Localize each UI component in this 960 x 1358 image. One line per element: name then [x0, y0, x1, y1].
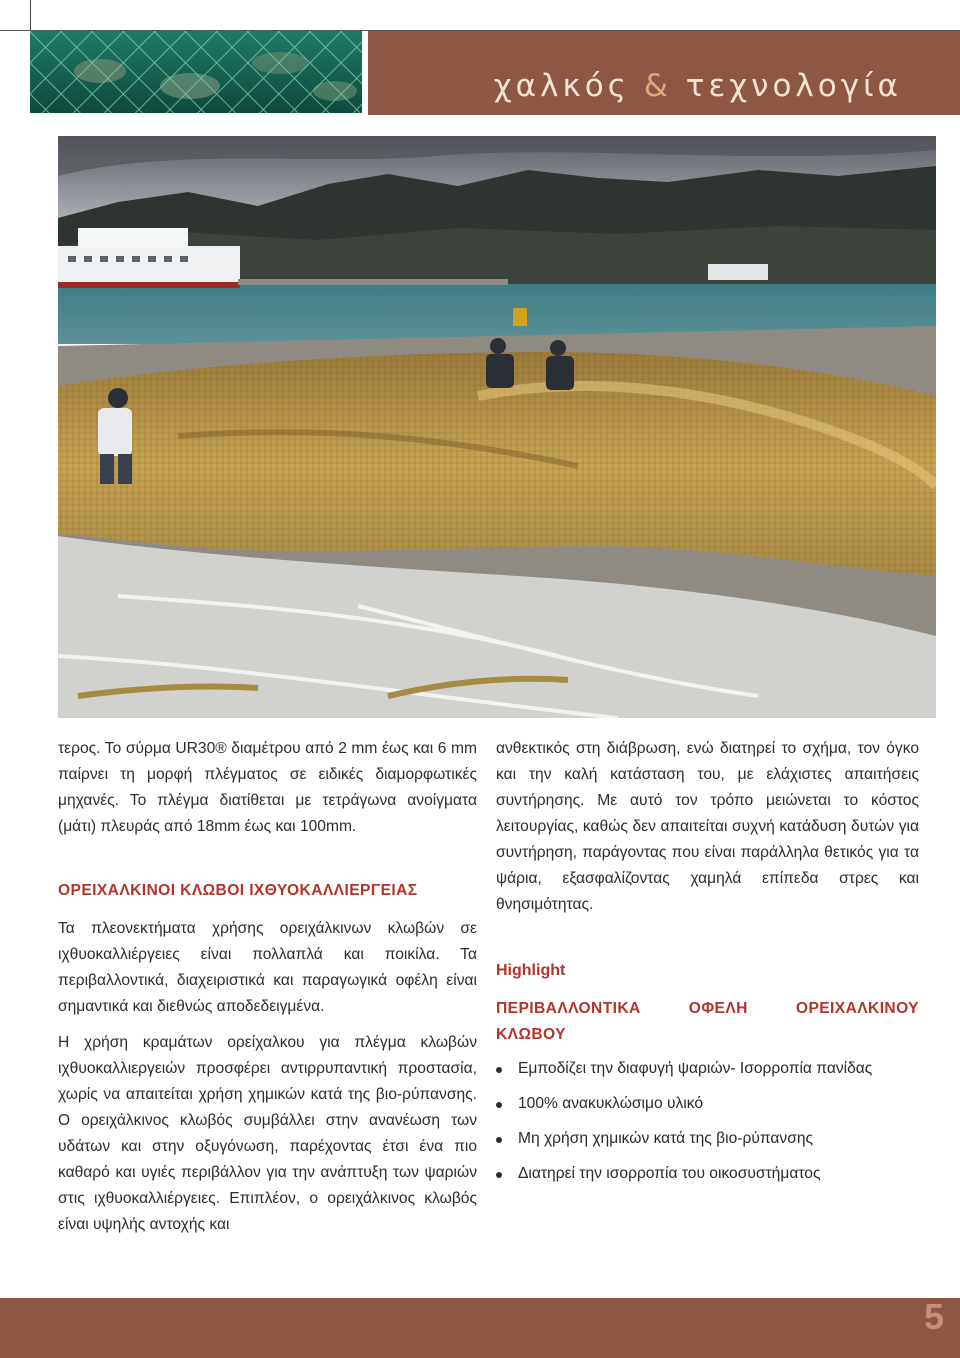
advantages-paragraph: Τα πλεονεκτήματα χρήσης ορειχάλκινων κλωβών σε ιχθυοκαλλιέργειες είναι πολλαπλά και ποικίλα. Τα περιβαλλοντικά, διαχειριστικά και παραγωγικά οφέλη είναι σημαντικά και διεθνώς αποδεδειγμένα. — [58, 920, 477, 1015]
highlight-label: Highlight — [496, 962, 566, 979]
benefits-list — [496, 1056, 919, 1196]
list-item: 100% ανακυκλώσιμο υλικό — [496, 1091, 919, 1117]
left-paragraph-2 — [58, 1030, 477, 1238]
intro-paragraph: τερος. Το σύρμα UR30® διαμέτρου από 2 mm έως και 6 mm παίρνει τη μορφή πλέγματος σε ειδικές διαμορφωτικές μηχανές. Το πλέγμα διατίθεται με τετράγωνα ανοίγματα (μάτι) πλευράς από 18mm έως και 100mm. — [58, 740, 477, 835]
left-column — [58, 736, 477, 840]
list-item: Εμποδίζει την διαφυγή ψαριών- Ισορροπία πανίδας — [496, 1056, 919, 1082]
list-item: Μη χρήση χημικών κατά της βιο-ρύπανσης — [496, 1126, 919, 1152]
usage-paragraph: Η χρήση κραμάτων ορείχαλκου για πλέγμα κλωβών ιχθυοκαλλιεργειών προσφέρει αντιρρυπαντική προστασία, χωρίς να απαιτείται χρήση χημικών κατά της βιο-ρύπανσης. Ο ορειχάλκινος κλωβός συμβάλλει στην ανανέωση των υδάτων και στην οξυγόνωση, παρέχοντας έτσι ένα πιο καθαρό και υγιές περιβάλλον για την ανάπτυξη των ψαριών στις ιχθυοκαλλιέργειες. Επιπλέον, ο ορειχάλκινος κλωβός είναι υψηλής αντοχής και — [58, 1034, 477, 1233]
section-title — [494, 68, 902, 104]
title-left: χαλκός — [493, 68, 630, 104]
bullet-icon — [496, 1067, 502, 1073]
bullet-icon — [496, 1172, 502, 1178]
page-number: 5 — [923, 1296, 944, 1337]
brass-net-on-pier-photo — [58, 136, 936, 718]
continuation-paragraph: ανθεκτικός στη διάβρωση, ενώ διατηρεί το σχήμα, τον όγκο και την καλή κατάσταση του, με ελάχιστες απαιτήσεις συντήρησης. Με αυτό τον τρόπο μειώνεται το κόστος λειτουργίας, καθώς δεν απαιτείται συχνή κατάδυση δυτών για συντήρηση, παράγοντας που είναι παράλληλα θετικός για τα ψάρια, εξασφαλίζοντας χαμηλά επίπεδα στρες και θνησιμότητας. — [496, 740, 919, 913]
bullet-icon — [496, 1102, 502, 1108]
crop-mark-vertical — [30, 0, 31, 30]
title-right: τεχνολογία — [685, 68, 902, 104]
right-column — [496, 736, 919, 918]
footer-bar — [0, 1298, 960, 1358]
fish-cage-mesh-thumbnail — [30, 31, 362, 113]
section-heading: ΟΡΕΙΧΑΛΚΙΝΟΙ ΚΛΩΒΟΙ ΙΧΘΥΟΚΑΛΛΙΕΡΓΕΙΑΣ — [58, 882, 418, 899]
bullet-icon — [496, 1137, 502, 1143]
highlight-heading: ΠΕΡΙΒΑΛΛΟΝΤΙΚΑ ΟΦΕΛΗ ΟΡΕΙΧΑΛΚΙΝΟΥ ΚΛΩΒΟΥ — [496, 1000, 919, 1043]
title-ampersand: & — [643, 68, 672, 104]
left-paragraph-1 — [58, 916, 477, 1020]
list-item: Διατηρεί την ισορροπία του οικοσυστήματος — [496, 1161, 919, 1187]
